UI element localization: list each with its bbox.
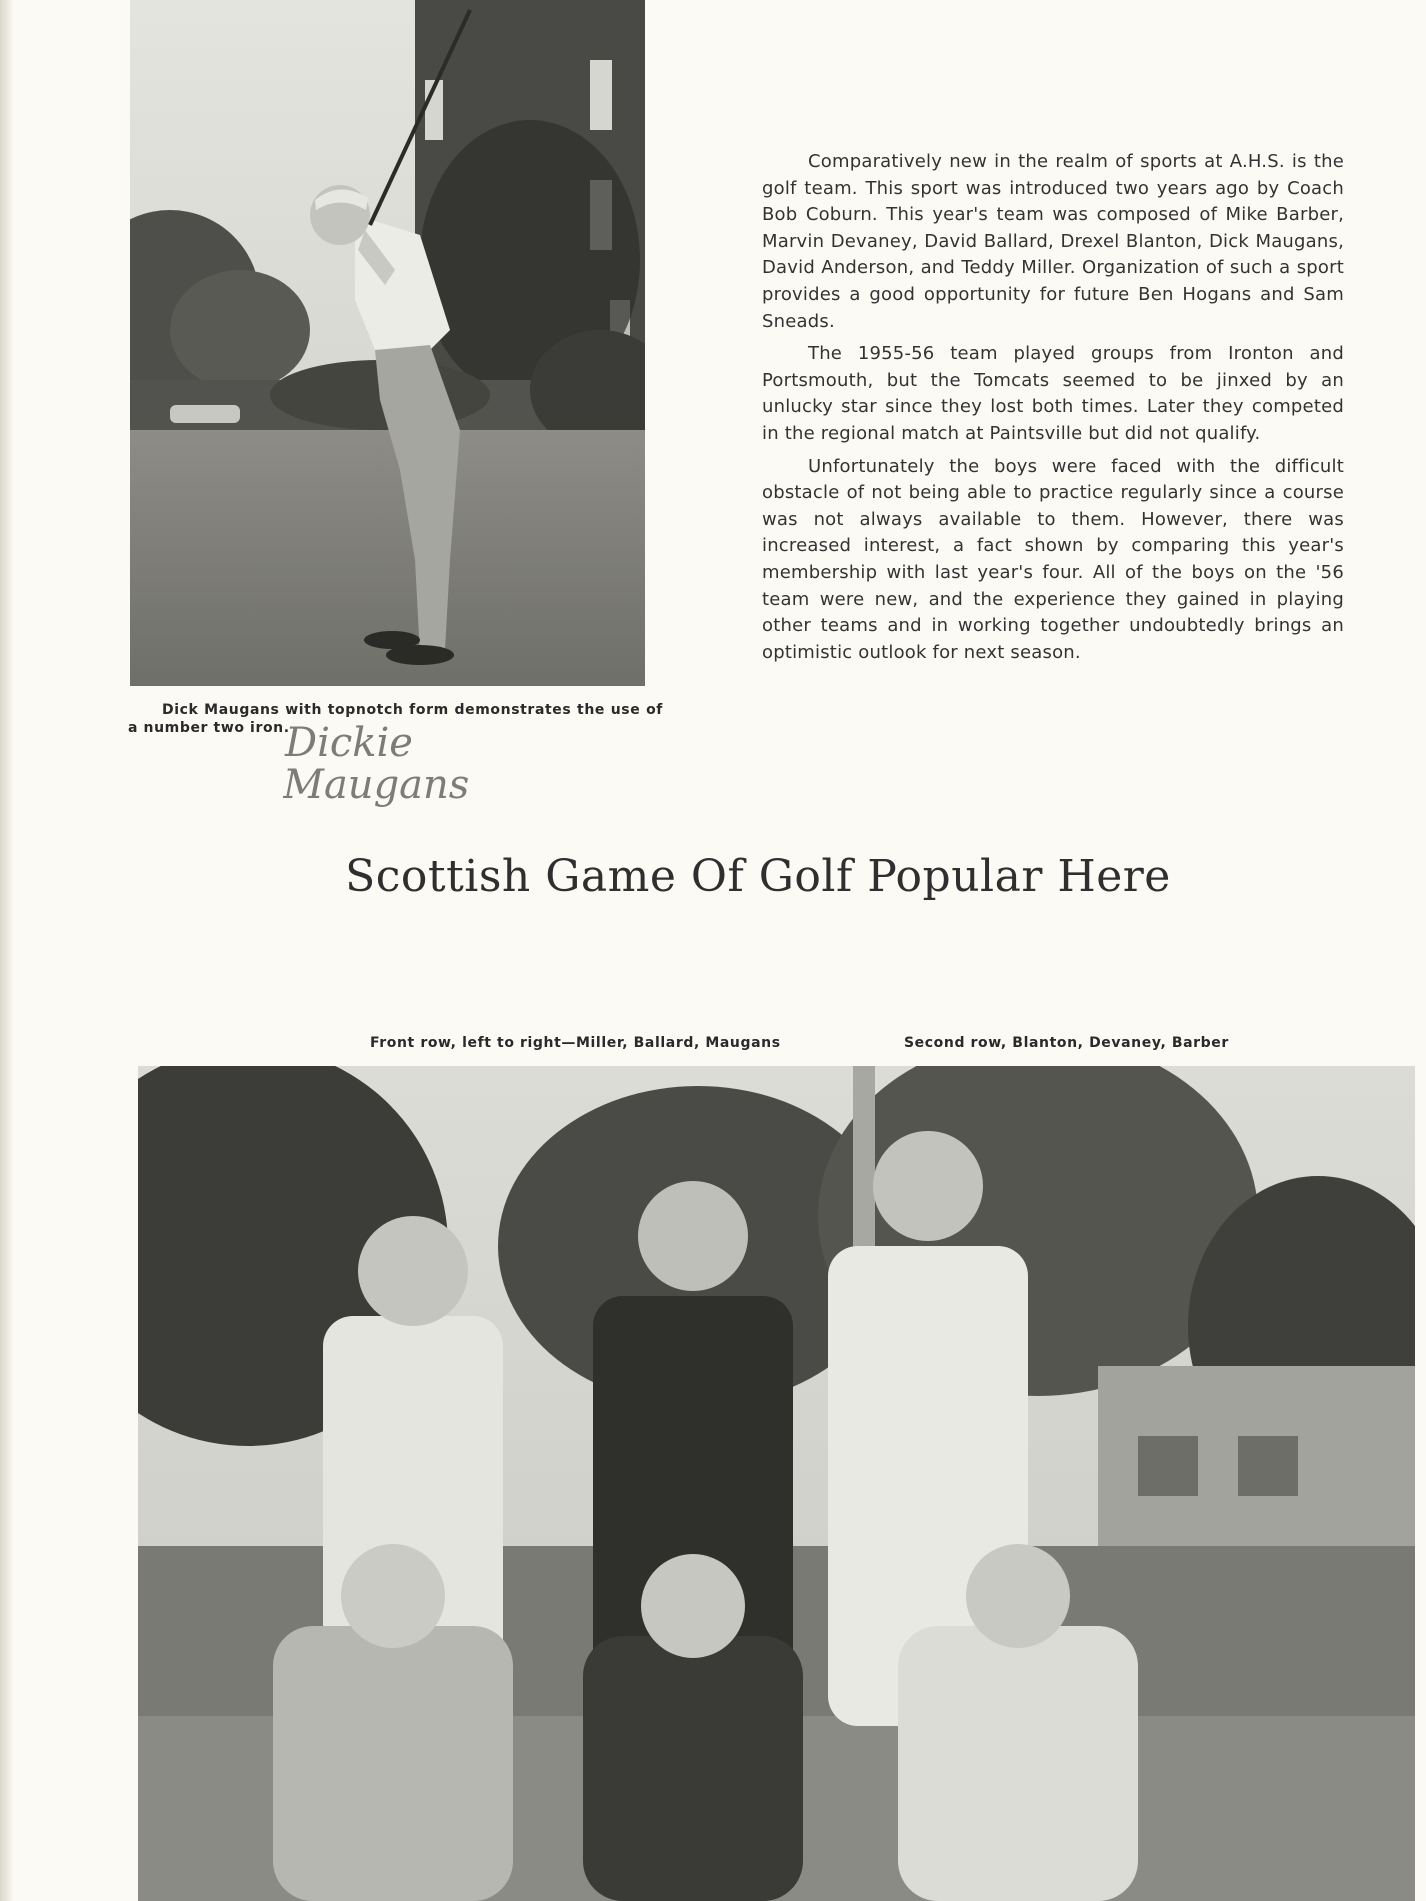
team-caption-second-row: Second row, Blanton, Devaney, Barber [904,1035,1229,1051]
golfer-photo [130,0,645,686]
signature-line-1: Dickie [285,720,413,766]
article-paragraph-1: Comparatively new in the realm of sports at A.H.S. is the golf team. This sport was introduced two years ago by Coach Bob Coburn. This year's team was composed of Mike Barber, Marvin Devaney, David Ballard, Drexel Blanton, Dick Maugans, David Anderson, and Teddy Miller. Organization of such a sport provides a good opportunity for future Ben Hogans and Sam Sneads. [762,151,1344,332]
signature [283,716,543,808]
page-edge [0,0,14,1901]
article-paragraph-3: Unfortunately the boys were faced with the difficult obstacle of not being able to practice regularly since a course was not always available to them. However, there was increased interest, a fact shown by comparing this year's membership with last year's four. All of the boys on the '56 team were new, and the experience they gained in playing other teams and in working together undoubtedly brings an optimistic outlook for next season. [762,455,1344,663]
article-paragraph-2: The 1955-56 team played groups from Ironton and Portsmouth, but the Tomcats seemed to be jinxed by an unlucky star since they lost both times. Later they competed in the regional match at Paintsville but did not qualify. [762,343,1344,444]
team-photo [138,1066,1415,1901]
golfer-photo-caption: Dick Maugans with topnotch form demonstrates the use of a number two iron. [128,702,663,736]
article-body [762,149,1344,672]
signature-line-2: Maugans [283,762,470,808]
team-caption-front-row: Front row, left to right—Miller, Ballard, Maugans [370,1035,781,1051]
page-headline: Scottish Game Of Golf Popular Here [345,851,1171,902]
